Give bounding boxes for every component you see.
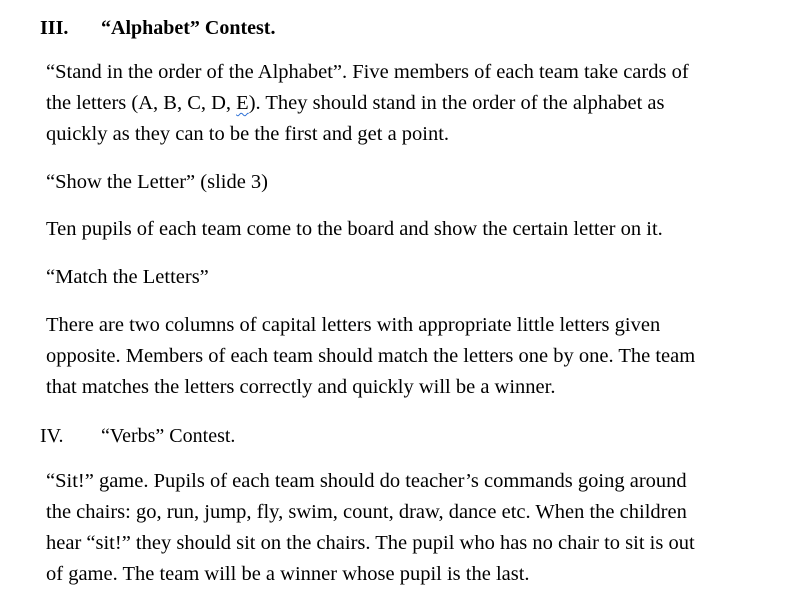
text-run: ). They should stand in the order of the alphabet as <box>248 92 665 114</box>
text-line: “Stand in the order of the Alphabet”. Five members of each team take cards of <box>46 61 689 83</box>
show-letter-heading <box>46 167 806 198</box>
section-number: IV. <box>40 425 64 447</box>
section-heading-iii <box>40 16 276 40</box>
text-run: the letters (A, B, C, D, <box>46 92 237 114</box>
text-line: There are two columns of capital letters with appropriate little letters given <box>46 314 661 336</box>
match-letters-heading <box>46 262 806 293</box>
section-title: “Verbs” Contest. <box>101 425 236 447</box>
text-line: the chairs: go, run, jump, fly, swim, count, draw, dance etc. When the children <box>46 501 687 523</box>
section-title: “Alphabet” Contest. <box>101 17 276 39</box>
sit-game-paragraph <box>46 466 806 590</box>
text-line <box>46 88 806 119</box>
text-line: “Sit!” game. Pupils of each team should do teacher’s commands going around <box>46 470 687 492</box>
section-number: III. <box>40 17 69 39</box>
text-line: of game. The team will be a winner whose pupil is the last. <box>46 563 530 585</box>
text-line: Ten pupils of each team come to the board and show the certain letter on it. <box>46 218 663 240</box>
text-line: “Match the Letters” <box>46 266 209 288</box>
section-heading-iv <box>40 424 236 448</box>
text-line: opposite. Members of each team should match the letters one by one. The team <box>46 345 696 367</box>
spellcheck-flagged-word: E <box>236 92 249 114</box>
show-letter-paragraph <box>46 214 806 245</box>
text-line: quickly as they can to be the first and get a point. <box>46 123 450 145</box>
text-line: “Show the Letter” (slide 3) <box>46 171 269 193</box>
text-line: hear “sit!” they should sit on the chairs. The pupil who has no chair to sit is out <box>46 532 695 554</box>
text-line: that matches the letters correctly and quickly will be a winner. <box>46 376 556 398</box>
stand-in-order-paragraph <box>46 57 806 150</box>
match-letters-paragraph <box>46 310 806 403</box>
